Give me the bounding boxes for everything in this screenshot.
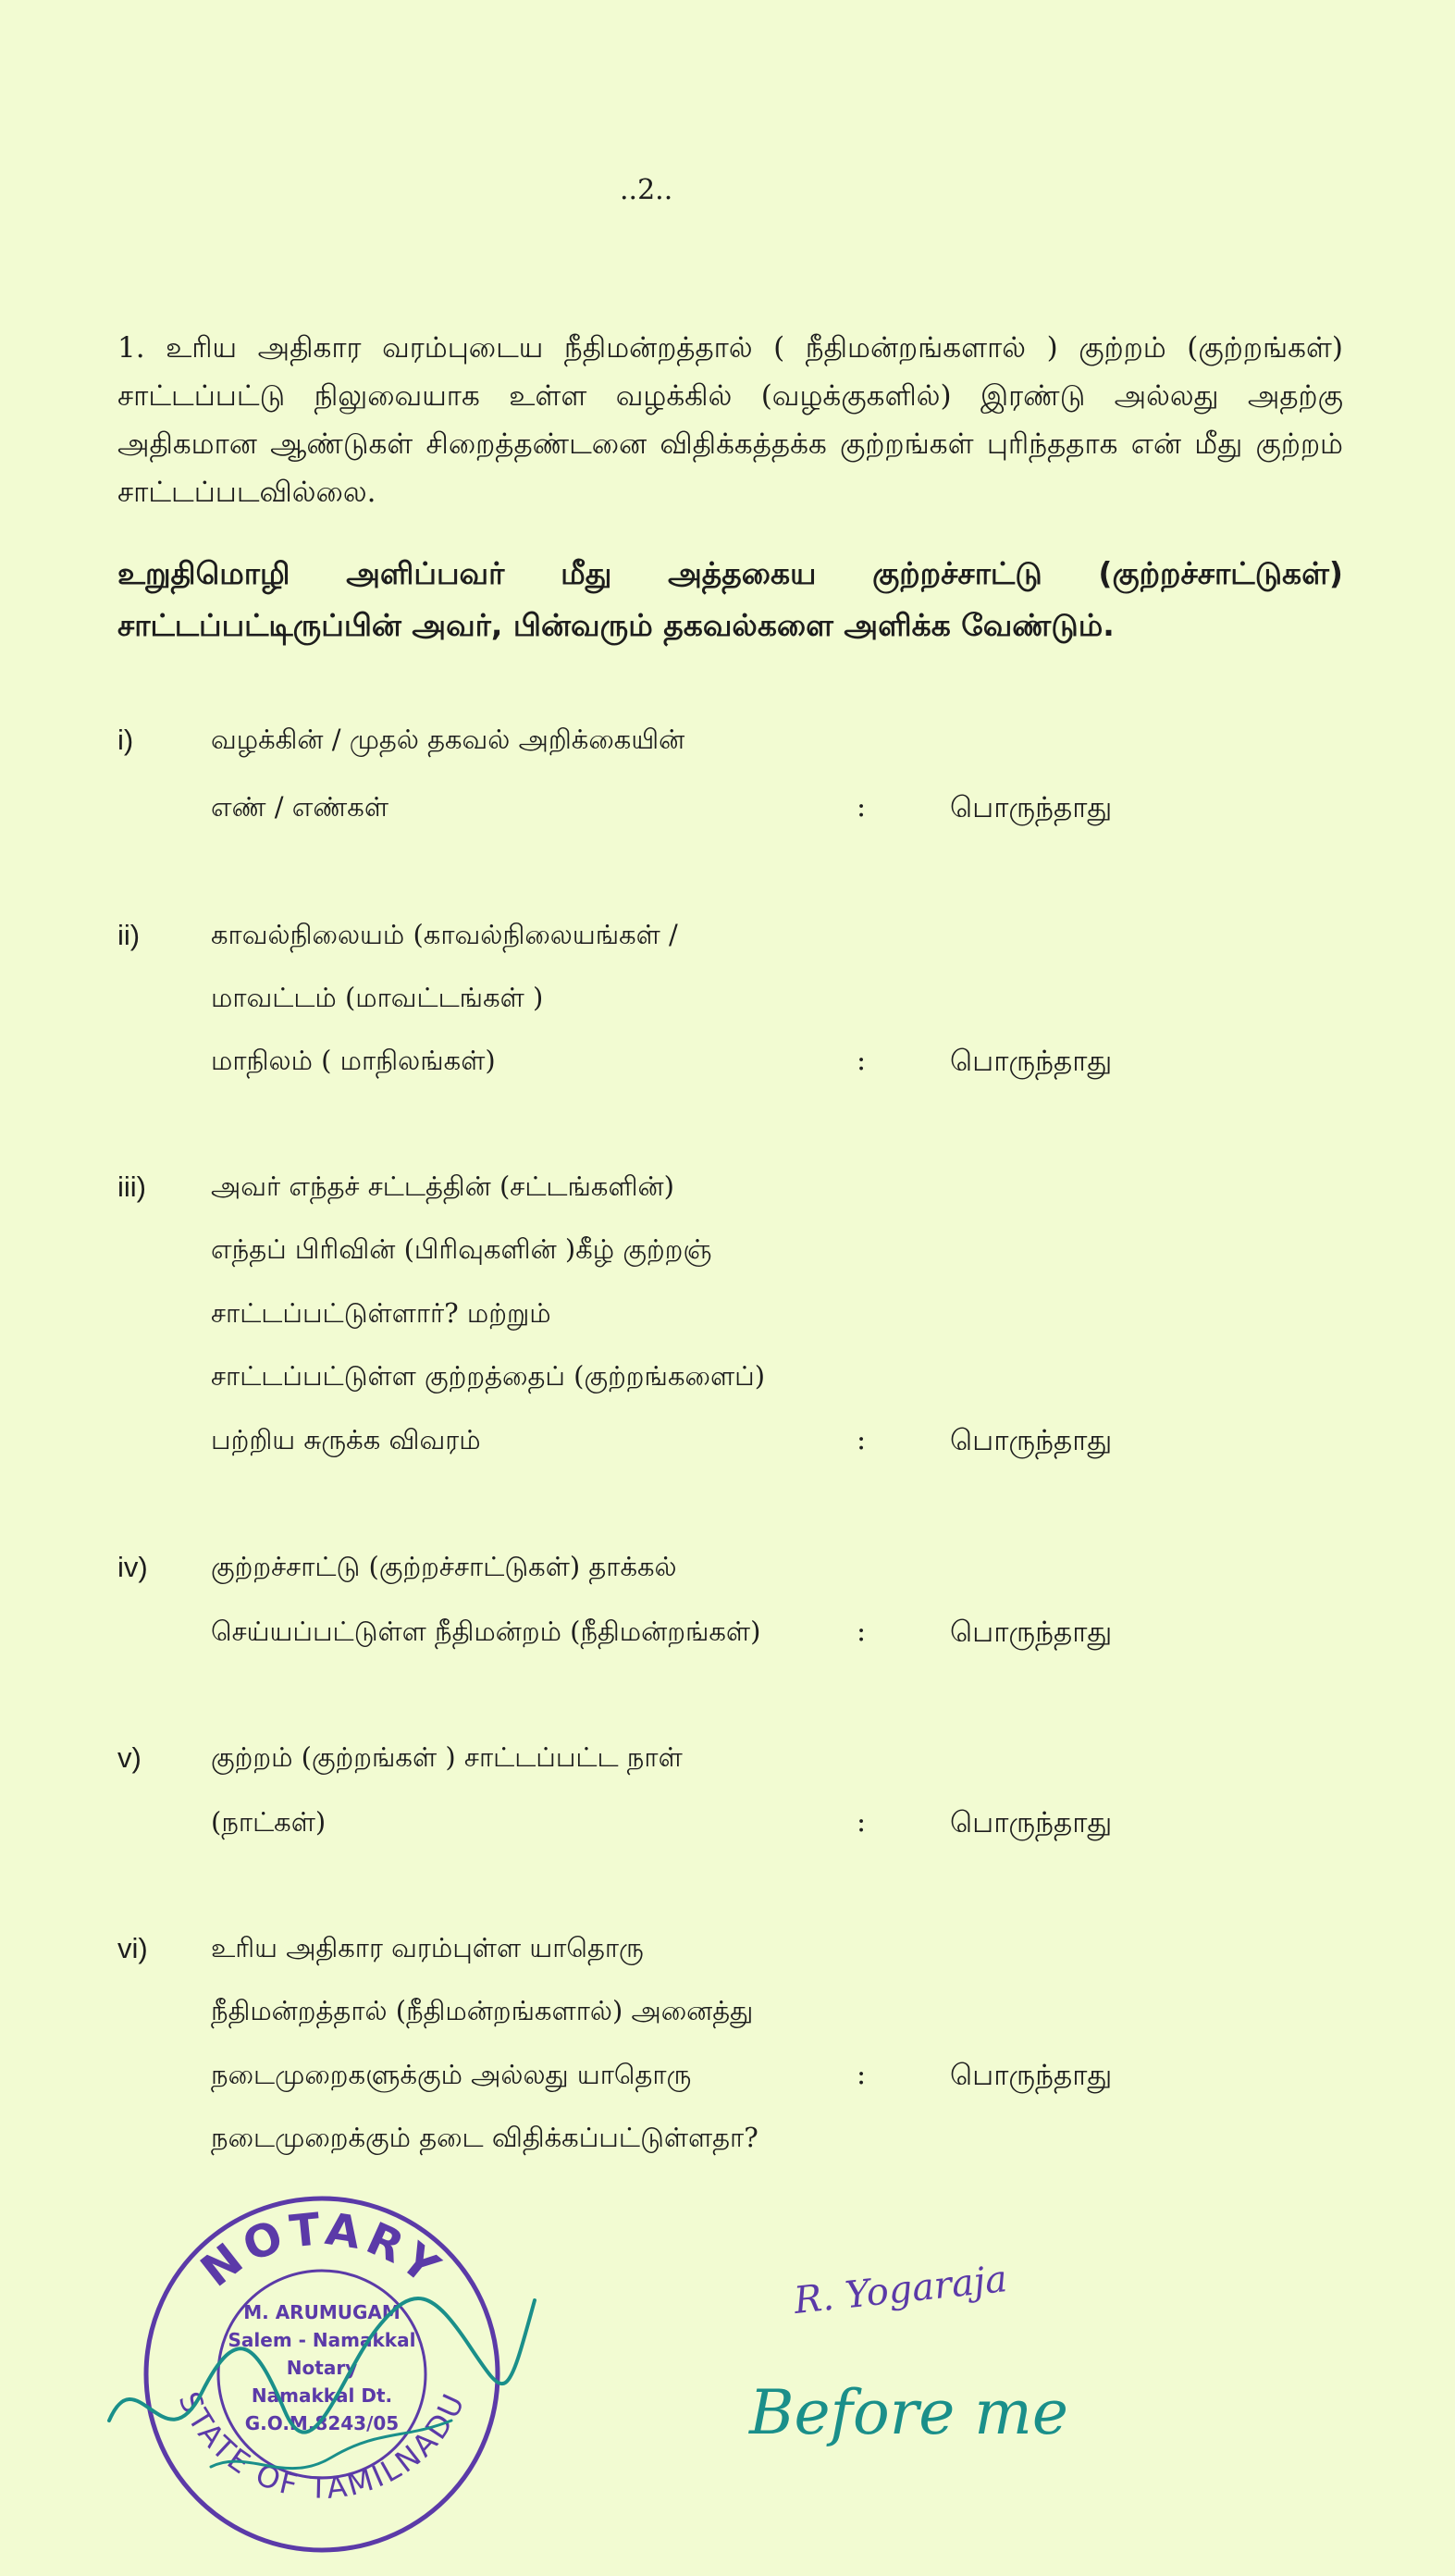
item-line: அவர் எந்தச் சட்டத்தின் (சட்டங்களின்) bbox=[211, 1170, 674, 1202]
item-colon: : bbox=[857, 791, 867, 824]
item-line: நடைமுறைகளுக்கும் அல்லது யாதொரு bbox=[211, 2059, 692, 2090]
item-line: செய்யப்பட்டுள்ள நீதிமன்றம் (நீதிமன்றங்கள்) bbox=[211, 1616, 761, 1647]
stamp-district: Namakkal Dt. bbox=[251, 2384, 393, 2407]
notary-stamp bbox=[100, 2189, 544, 2559]
item-colon: : bbox=[857, 1045, 867, 1077]
item-number: v) bbox=[117, 1741, 142, 1774]
item-line: மாநிலம் ( மாநிலங்கள்) bbox=[211, 1045, 496, 1076]
item-colon: : bbox=[857, 1806, 867, 1839]
item-line: சாட்டப்பட்டுள்ள குற்றத்தைப் (குற்றங்களைப்) bbox=[211, 1360, 766, 1392]
declaration-paragraph: 1. உரிய அதிகார வரம்புடைய நீதிமன்றத்தால் ( நீதிமன்றங்களால் ) குற்றம் (குற்றங்கள்) சாட்டப்பட்டு நிலுவையாக உள்ள வழக்கில் (வழக்குகளில்) இரண்டு அல்லது அதற்கு அதிகமான ஆண்டுகள் சிறைத்தண்டனை விதிக்கத்தக்க குற்றங்கள் புரிந்ததாக என் மீது குற்றம் சாட்டப்படவில்லை. bbox=[117, 331, 1343, 509]
page-number: ..2.. bbox=[620, 174, 673, 206]
item-line: குற்றம் (குற்றங்கள் ) சாட்டப்பட்ட நாள் bbox=[211, 1741, 683, 1773]
item-line: வழக்கின் / முதல் தகவல் அறிக்கையின் bbox=[211, 724, 685, 755]
before-me-signature: Before me bbox=[749, 2377, 1068, 2448]
item-line: எந்தப் பிரிவின் (பிரிவுகளின் )கீழ் குற்றஞ் bbox=[211, 1233, 712, 1265]
item-answer: பொருந்தாது bbox=[950, 1424, 1113, 1457]
stamp-place: Salem - Namakkal bbox=[228, 2329, 416, 2351]
item-answer: பொருந்தாது bbox=[950, 1045, 1113, 1078]
item-number: vi) bbox=[117, 1932, 148, 1964]
item-line: நடைமுறைக்கும் தடை விதிக்கப்பட்டுள்ளதா? bbox=[211, 2122, 758, 2153]
stamp-role: Notary bbox=[286, 2357, 358, 2379]
item-line: எண் / எண்கள் bbox=[211, 791, 388, 823]
stamp-name: M. ARUMUGAM bbox=[243, 2301, 401, 2323]
signer-signature: R. Yogaraja bbox=[792, 2258, 1010, 2322]
signature-block bbox=[731, 2248, 1175, 2489]
item-line: (நாட்கள்) bbox=[211, 1806, 327, 1838]
item-colon: : bbox=[857, 1616, 867, 1648]
item-number: iv) bbox=[117, 1551, 148, 1583]
item-answer: பொருந்தாது bbox=[950, 2059, 1113, 2092]
item-line: சாட்டப்பட்டுள்ளார்? மற்றும் bbox=[211, 1297, 551, 1329]
stamp-reg: G.O.M.8243/05 bbox=[244, 2412, 400, 2434]
item-number: i) bbox=[117, 724, 134, 756]
item-line: பற்றிய சுருக்க விவரம் bbox=[211, 1424, 481, 1455]
svg-text:NOTARY bbox=[191, 2203, 452, 2297]
instruction-paragraph: உறுதிமொழி அளிப்பவர் மீது அத்தகைய குற்றச்சாட்டு (குற்றச்சாட்டுகள்) சாட்டப்பட்டிருப்பின் அவர், பின்வரும் தகவல்களை அளிக்க வேண்டும். bbox=[117, 555, 1343, 643]
item-answer: பொருந்தாது bbox=[950, 1806, 1113, 1839]
item-line: மாவட்டம் (மாவட்டங்கள் ) bbox=[211, 982, 544, 1013]
item-line: நீதிமன்றத்தால் (நீதிமன்றங்களால்) அனைத்து bbox=[211, 1995, 754, 2026]
item-line: உரிய அதிகார வரம்புள்ள யாதொரு bbox=[211, 1932, 644, 1963]
item-colon: : bbox=[857, 1424, 867, 1456]
item-line: காவல்நிலையம் (காவல்நிலையங்கள் / bbox=[211, 919, 678, 950]
stamp-top-text: NOTARY bbox=[191, 2203, 453, 2297]
item-number: iii) bbox=[117, 1170, 146, 1203]
item-colon: : bbox=[857, 2059, 867, 2091]
item-answer: பொருந்தாது bbox=[950, 791, 1113, 824]
item-answer: பொருந்தாது bbox=[950, 1616, 1113, 1649]
item-number: ii) bbox=[117, 919, 141, 951]
item-line: குற்றச்சாட்டு (குற்றச்சாட்டுகள்) தாக்கல் bbox=[211, 1551, 677, 1582]
stamp-bottom-text: STATE OF TAMILNADU bbox=[171, 2386, 473, 2506]
